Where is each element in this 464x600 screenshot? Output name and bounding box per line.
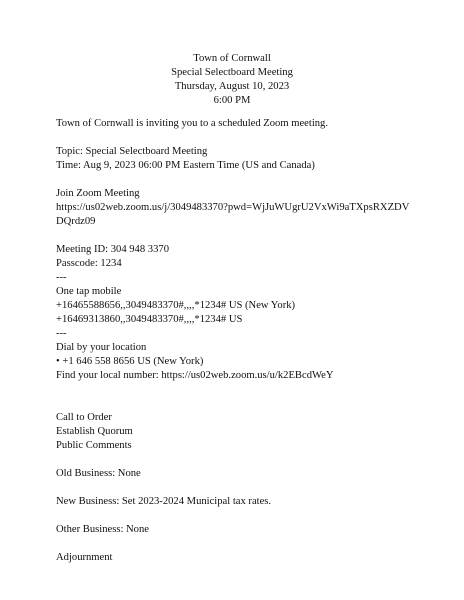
invite-text: Town of Cornwall is inviting you to a scheduled Zoom meeting.: [56, 118, 329, 129]
agenda-quorum: Establish Quorum: [56, 426, 133, 437]
join-url-line1: https://us02web.zoom.us/j/3049483370?pwd=WjJuWUgrU2VxWi9aTXpsRXZDV: [56, 202, 410, 213]
document-body: [56, 117, 456, 565]
dial-label: Dial by your location: [56, 342, 147, 353]
agenda-new-business: New Business: Set 2023-2024 Municipal tax rates.: [56, 496, 272, 507]
meeting-id: Meeting ID: 304 948 3370: [56, 244, 169, 255]
join-label: Join Zoom Meeting: [56, 188, 140, 199]
meeting-date: Thursday, August 10, 2023: [174, 81, 290, 92]
one-tap-line2: +16469313860,,3049483370#,,,,*1234# US: [56, 314, 243, 325]
document-header: [0, 52, 464, 108]
join-url-line2: DQrdz09: [56, 216, 96, 227]
one-tap-line1: +16465588656,,3049483370#,,,,*1234# US (New York): [56, 300, 296, 311]
meeting-title: Special Selectboard Meeting: [171, 67, 293, 78]
agenda-adjournment: Adjournment: [56, 552, 113, 563]
separator-2: ---: [56, 328, 67, 339]
agenda-old-business: Old Business: None: [56, 468, 141, 479]
time-line: Time: Aug 9, 2023 06:00 PM Eastern Time (US and Canada): [56, 160, 315, 171]
agenda-call-to-order: Call to Order: [56, 412, 112, 423]
meeting-time: 6:00 PM: [213, 95, 251, 106]
separator-1: ---: [56, 272, 67, 283]
passcode: Passcode: 1234: [56, 258, 122, 269]
topic-line: Topic: Special Selectboard Meeting: [56, 146, 208, 157]
org-name: Town of Cornwall: [193, 53, 271, 64]
agenda-public-comments: Public Comments: [56, 440, 132, 451]
one-tap-label: One tap mobile: [56, 286, 122, 297]
agenda-other-business: Other Business: None: [56, 524, 149, 535]
dial-line1: • +1 646 558 8656 US (New York): [56, 356, 204, 367]
find-local-number: Find your local number: https://us02web.zoom.us/u/k2EBcdWeY: [56, 370, 334, 381]
